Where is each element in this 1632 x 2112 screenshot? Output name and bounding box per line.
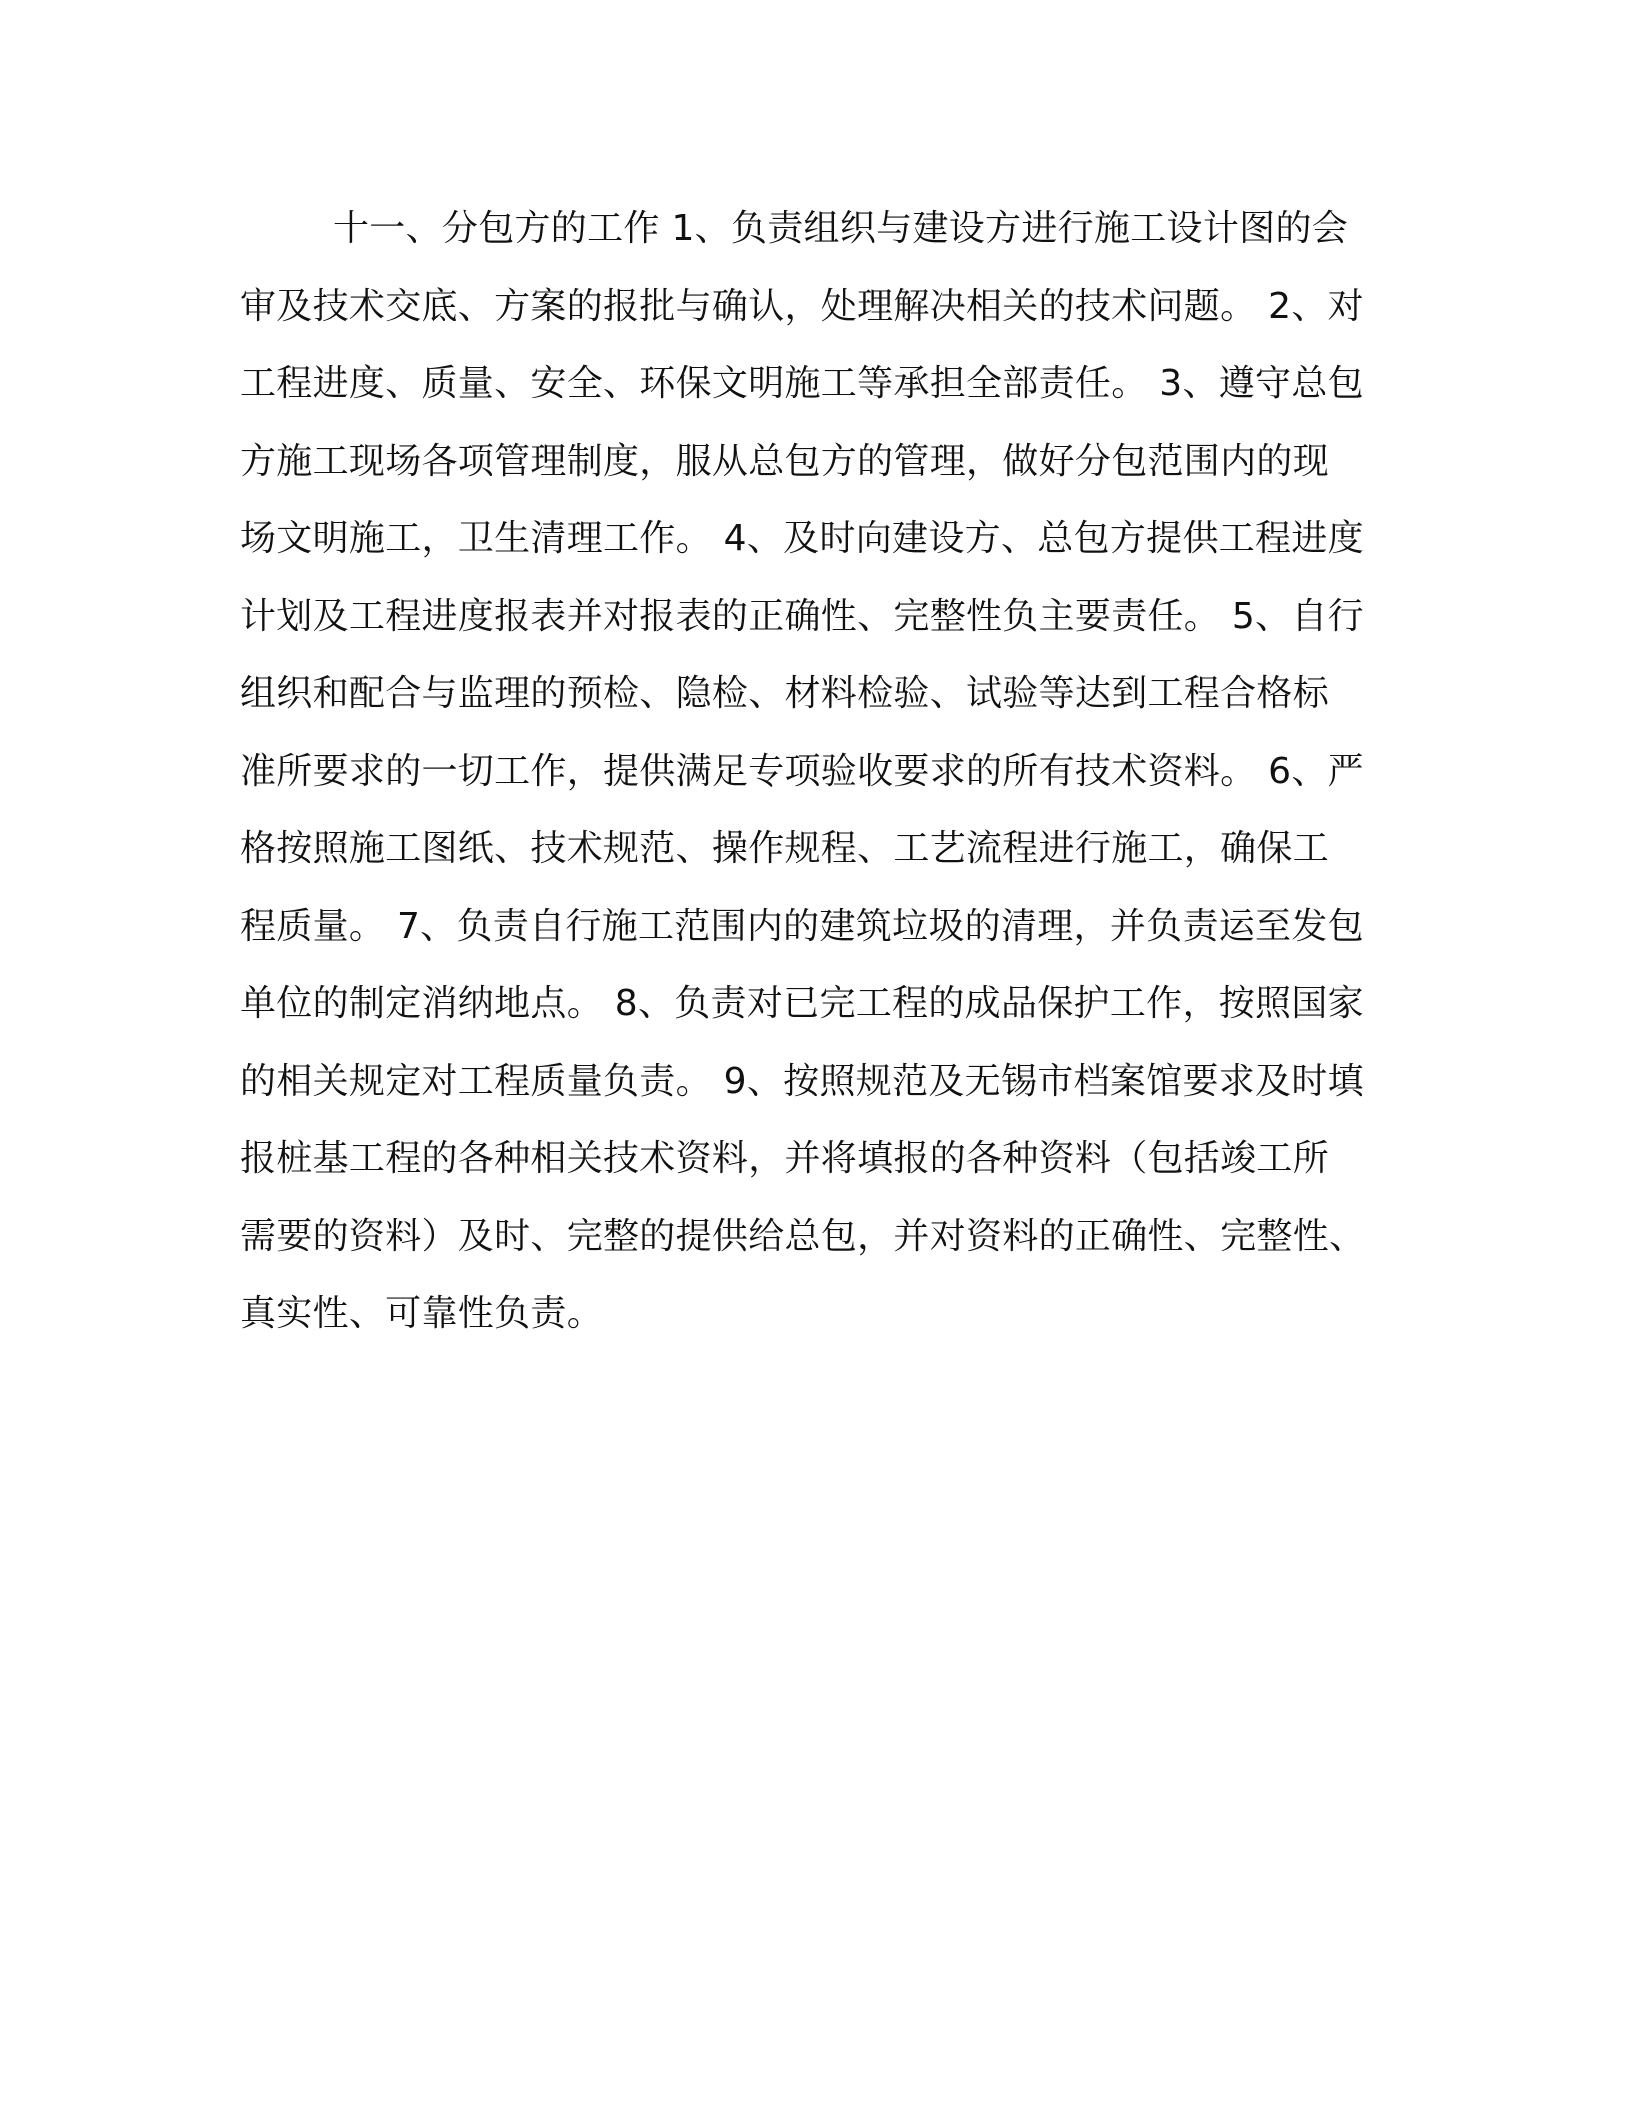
text-line: 场文明施工，卫生清理工作。 4、及时向建设方、总包方提供工程进度 <box>240 518 1364 559</box>
text-line: 单位的制定消纳地点。 8、负责对已完工程的成品保护工作，按照国家 <box>240 983 1364 1024</box>
text-line: 需要的资料）及时、完整的提供给总包，并对资料的正确性、完整性、 <box>240 1215 1366 1257</box>
text-line: 真实性、可靠性负责。 <box>240 1293 604 1334</box>
text-line: 格按照施工图纸、技术规范、操作规程、工艺流程进行施工，确保工 <box>240 828 1330 869</box>
text-line: 报桩基工程的各种相关技术资料，并将填报的各种资料（包括竣工所 <box>240 1138 1330 1179</box>
text-line: 组织和配合与监理的预检、隐检、材料检验、试验等达到工程合格标 <box>240 673 1330 714</box>
text-line: 准所要求的一切工作，提供满足专项验收要求的所有技术资料。 6、严 <box>240 750 1364 792</box>
text-line: 工程进度、质量、安全、环保文明施工等承担全部责任。 3、遵守总包 <box>240 363 1364 404</box>
text-line: 的相关规定对工程质量负责。 9、按照规范及无锡市档案馆要求及时填 <box>240 1060 1364 1102</box>
text-line: 审及技术交底、方案的报批与确认，处理解决相关的技术问题。 2、对 <box>240 285 1364 327</box>
text-line: 程质量。 7、负责自行施工范围内的建筑垃圾的清理，并负责运至发包 <box>240 905 1364 947</box>
text-line: 十一、分包方的工作 1、负责组织与建设方进行施工设计图的会 <box>333 208 1349 249</box>
text-line: 方施工现场各项管理制度，服从总包方的管理，做好分包范围内的现 <box>240 440 1330 482</box>
paragraph <box>240 190 1390 1353</box>
text-line: 计划及工程进度报表并对报表的正确性、完整性负主要责任。 5、自行 <box>240 595 1364 637</box>
